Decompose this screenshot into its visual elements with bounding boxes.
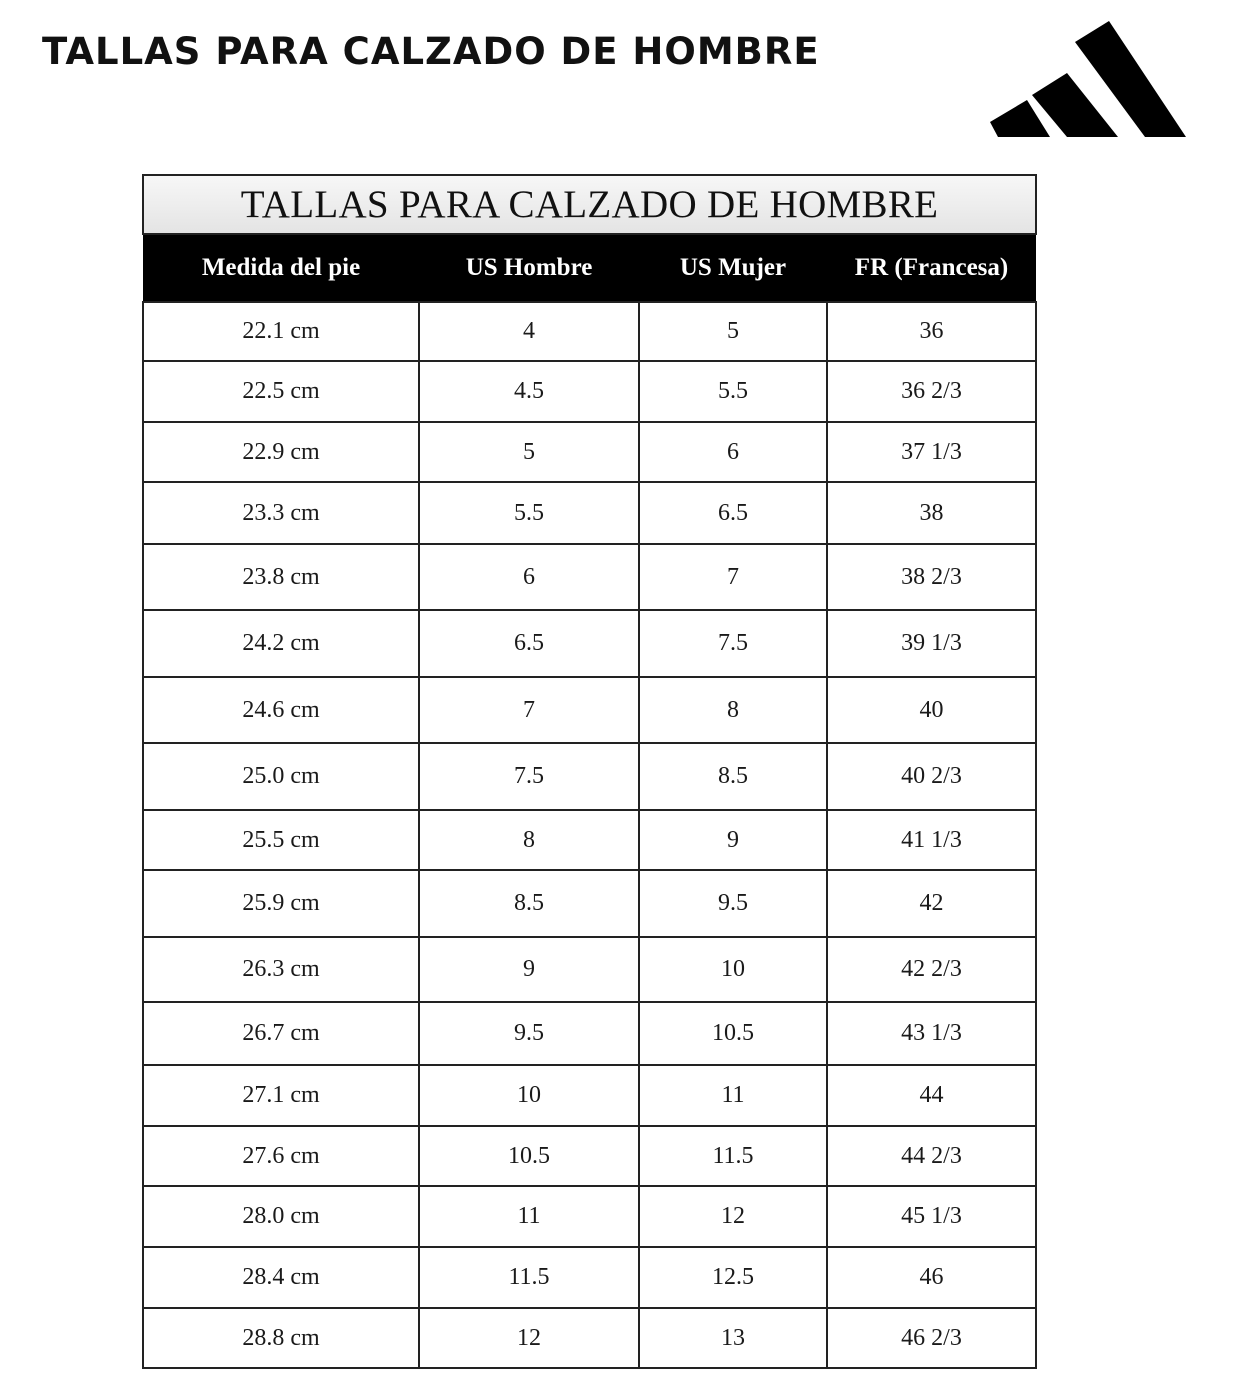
cell-fr-french: 40	[827, 677, 1036, 743]
table-row	[143, 870, 1036, 937]
cell-us-men: 12	[419, 1308, 639, 1368]
size-chart-table	[142, 174, 1037, 1369]
cell-fr-french: 45 1/3	[827, 1186, 1036, 1247]
header-us-women: US Mujer	[639, 234, 827, 302]
cell-foot-length: 23.3 cm	[143, 482, 419, 544]
cell-us-men: 9.5	[419, 1002, 639, 1065]
table-row	[143, 743, 1036, 810]
cell-us-women: 5.5	[639, 361, 827, 422]
cell-us-women: 7.5	[639, 610, 827, 677]
cell-foot-length: 28.0 cm	[143, 1186, 419, 1247]
cell-fr-french: 46	[827, 1247, 1036, 1308]
cell-foot-length: 27.6 cm	[143, 1126, 419, 1186]
cell-us-men: 4	[419, 302, 639, 361]
cell-us-women: 11.5	[639, 1126, 827, 1186]
cell-fr-french: 38	[827, 482, 1036, 544]
cell-foot-length: 23.8 cm	[143, 544, 419, 610]
header-foot-length: Medida del pie	[143, 234, 419, 302]
table-row	[143, 482, 1036, 544]
table-row	[143, 810, 1036, 870]
table-row	[143, 1247, 1036, 1308]
size-rows	[143, 302, 1036, 1368]
cell-foot-length: 28.8 cm	[143, 1308, 419, 1368]
cell-fr-french: 37 1/3	[827, 422, 1036, 482]
cell-us-women: 9.5	[639, 870, 827, 937]
cell-us-women: 6.5	[639, 482, 827, 544]
cell-us-men: 8.5	[419, 870, 639, 937]
cell-fr-french: 42	[827, 870, 1036, 937]
cell-us-men: 9	[419, 937, 639, 1002]
cell-fr-french: 40 2/3	[827, 743, 1036, 810]
cell-fr-french: 44	[827, 1065, 1036, 1126]
table-row	[143, 610, 1036, 677]
cell-foot-length: 27.1 cm	[143, 1065, 419, 1126]
table-row	[143, 302, 1036, 361]
table-row	[143, 1308, 1036, 1368]
table-row	[143, 544, 1036, 610]
cell-fr-french: 46 2/3	[827, 1308, 1036, 1368]
cell-us-men: 11	[419, 1186, 639, 1247]
cell-us-men: 7.5	[419, 743, 639, 810]
cell-us-men: 6.5	[419, 610, 639, 677]
cell-foot-length: 26.7 cm	[143, 1002, 419, 1065]
cell-foot-length: 25.9 cm	[143, 870, 419, 937]
cell-fr-french: 36 2/3	[827, 361, 1036, 422]
table-row	[143, 361, 1036, 422]
cell-us-men: 10	[419, 1065, 639, 1126]
cell-fr-french: 43 1/3	[827, 1002, 1036, 1065]
cell-foot-length: 25.5 cm	[143, 810, 419, 870]
header-us-men: US Hombre	[419, 234, 639, 302]
table-row	[143, 1126, 1036, 1186]
cell-us-women: 12.5	[639, 1247, 827, 1308]
cell-us-women: 9	[639, 810, 827, 870]
cell-us-men: 6	[419, 544, 639, 610]
table-title-row	[143, 175, 1036, 234]
table-title: TALLAS PARA CALZADO DE HOMBRE	[143, 175, 1036, 234]
cell-us-men: 7	[419, 677, 639, 743]
cell-us-women: 7	[639, 544, 827, 610]
cell-foot-length: 26.3 cm	[143, 937, 419, 1002]
cell-fr-french: 41 1/3	[827, 810, 1036, 870]
cell-us-women: 8	[639, 677, 827, 743]
cell-us-women: 13	[639, 1308, 827, 1368]
cell-fr-french: 36	[827, 302, 1036, 361]
table-row	[143, 422, 1036, 482]
table-row	[143, 1065, 1036, 1126]
cell-us-women: 11	[639, 1065, 827, 1126]
header-fr-french: FR (Francesa)	[827, 234, 1036, 302]
cell-us-women: 8.5	[639, 743, 827, 810]
cell-foot-length: 24.6 cm	[143, 677, 419, 743]
cell-us-men: 5.5	[419, 482, 639, 544]
cell-us-women: 5	[639, 302, 827, 361]
cell-foot-length: 22.9 cm	[143, 422, 419, 482]
cell-foot-length: 24.2 cm	[143, 610, 419, 677]
cell-us-women: 10	[639, 937, 827, 1002]
cell-us-women: 10.5	[639, 1002, 827, 1065]
cell-us-women: 6	[639, 422, 827, 482]
cell-foot-length: 28.4 cm	[143, 1247, 419, 1308]
adidas-logo-icon	[985, 15, 1190, 143]
cell-fr-french: 42 2/3	[827, 937, 1036, 1002]
cell-foot-length: 22.1 cm	[143, 302, 419, 361]
cell-us-men: 8	[419, 810, 639, 870]
table-row	[143, 1002, 1036, 1065]
cell-foot-length: 25.0 cm	[143, 743, 419, 810]
table-row	[143, 677, 1036, 743]
page-title: TALLAS PARA CALZADO DE HOMBRE	[42, 30, 820, 73]
table-row	[143, 1186, 1036, 1247]
cell-fr-french: 44 2/3	[827, 1126, 1036, 1186]
table-row	[143, 937, 1036, 1002]
cell-fr-french: 38 2/3	[827, 544, 1036, 610]
cell-foot-length: 22.5 cm	[143, 361, 419, 422]
cell-us-women: 12	[639, 1186, 827, 1247]
cell-us-men: 4.5	[419, 361, 639, 422]
cell-us-men: 5	[419, 422, 639, 482]
cell-us-men: 11.5	[419, 1247, 639, 1308]
table-header-row	[143, 234, 1036, 302]
cell-fr-french: 39 1/3	[827, 610, 1036, 677]
cell-us-men: 10.5	[419, 1126, 639, 1186]
